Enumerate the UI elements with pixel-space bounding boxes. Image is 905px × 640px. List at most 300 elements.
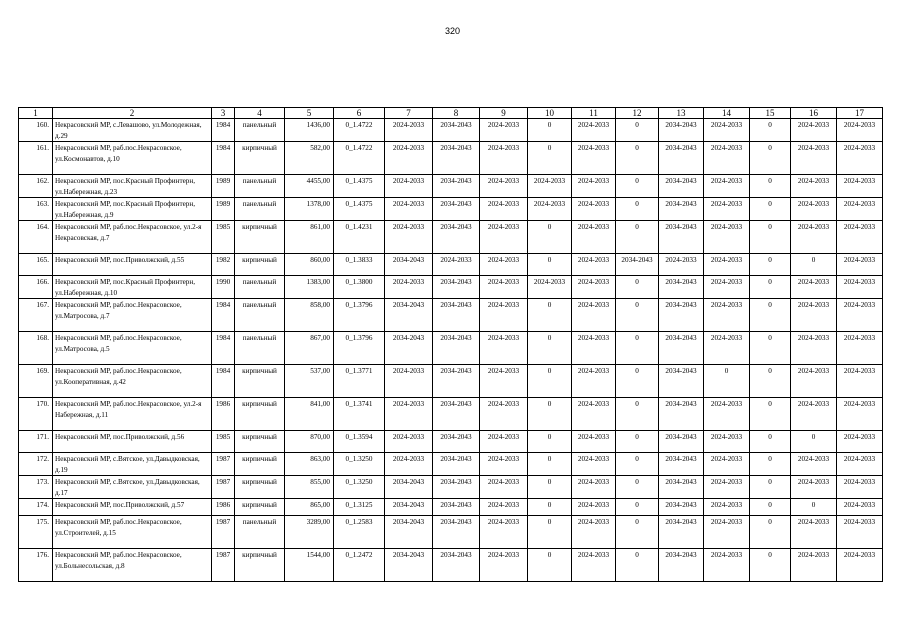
table-cell: 2024-2033 <box>385 119 433 142</box>
table-cell: 2034-2043 <box>385 499 433 516</box>
table-row <box>19 119 883 142</box>
table-cell: 2024-2033 <box>385 398 433 431</box>
row-number: 174. <box>19 499 53 516</box>
table-cell: 2024-2033 <box>791 476 837 499</box>
table-cell: 2034-2043 <box>385 332 433 365</box>
table-cell: 0 <box>616 499 659 516</box>
table-cell: 2034-2043 <box>433 276 480 299</box>
table-cell: кирпичный <box>235 549 285 582</box>
table-cell: 0 <box>528 476 572 499</box>
table-cell: 2024-2033 <box>385 198 433 221</box>
table-cell: 2024-2033 <box>480 431 528 453</box>
table-cell: 2024-2033 <box>704 276 750 299</box>
table-cell: 0 <box>750 276 791 299</box>
table-cell: 2034-2043 <box>433 175 480 198</box>
column-header: 8 <box>433 108 480 119</box>
table-cell: кирпичный <box>235 476 285 499</box>
column-header: 16 <box>791 108 837 119</box>
table-cell: кирпичный <box>235 453 285 476</box>
table-cell: 2034-2043 <box>659 299 704 332</box>
table-cell: 855,00 <box>285 476 334 499</box>
row-number: 169. <box>19 365 53 398</box>
table-cell: 2024-2033 <box>791 365 837 398</box>
table-cell: 2024-2033 <box>572 365 616 398</box>
table-cell: 2034-2043 <box>659 198 704 221</box>
table-cell: 0 <box>616 431 659 453</box>
table-cell: панельный <box>235 332 285 365</box>
address-cell: Некрасовский МР, раб.пос.Некрасовское, ул.Космонавтов, д.10 <box>53 142 212 175</box>
address-cell: Некрасовский МР, с.Левашово, ул.Молодежная, д.29 <box>53 119 212 142</box>
table-cell: 2034-2043 <box>433 198 480 221</box>
table-row <box>19 299 883 332</box>
table-cell: 2024-2033 <box>837 431 883 453</box>
column-header: 6 <box>334 108 385 119</box>
table-cell: 2034-2043 <box>433 365 480 398</box>
table-cell: панельный <box>235 276 285 299</box>
table-cell: 2034-2043 <box>433 499 480 516</box>
table-cell: 2024-2033 <box>837 549 883 582</box>
table-cell: панельный <box>235 516 285 549</box>
table-cell: панельный <box>235 299 285 332</box>
table-cell: панельный <box>235 175 285 198</box>
table-cell: 2034-2043 <box>659 398 704 431</box>
table-cell: 1989 <box>212 175 235 198</box>
table-cell: 2034-2043 <box>659 549 704 582</box>
table-cell: 2024-2033 <box>704 431 750 453</box>
table-cell: 2024-2033 <box>572 119 616 142</box>
table-cell: 0 <box>616 476 659 499</box>
table-cell: 1990 <box>212 276 235 299</box>
column-header: 5 <box>285 108 334 119</box>
table-cell: 0 <box>750 516 791 549</box>
table-cell: 0 <box>528 499 572 516</box>
table-cell: 2024-2033 <box>480 398 528 431</box>
table-cell: 0 <box>750 431 791 453</box>
table-cell: 0 <box>616 276 659 299</box>
table-cell: 2034-2043 <box>659 499 704 516</box>
table-cell: 2034-2043 <box>659 431 704 453</box>
table-cell: 2024-2033 <box>385 221 433 254</box>
table-cell: 2024-2033 <box>791 549 837 582</box>
table-cell: 2024-2033 <box>385 431 433 453</box>
table-cell: 2034-2043 <box>659 119 704 142</box>
column-header: 3 <box>212 108 235 119</box>
table-cell: 2034-2043 <box>433 332 480 365</box>
table-cell: 2034-2043 <box>659 276 704 299</box>
table-cell: 0 <box>750 254 791 276</box>
table-cell: 2034-2043 <box>385 516 433 549</box>
table-cell: 2024-2033 <box>480 175 528 198</box>
table-row <box>19 254 883 276</box>
table-cell: 2024-2033 <box>572 254 616 276</box>
table-cell: 2024-2033 <box>572 198 616 221</box>
table-cell: 1987 <box>212 453 235 476</box>
table-cell: 2024-2033 <box>704 299 750 332</box>
table-cell: 867,00 <box>285 332 334 365</box>
table-cell: 1984 <box>212 119 235 142</box>
table-cell: 2024-2033 <box>837 299 883 332</box>
table-cell: 0 <box>616 198 659 221</box>
table-cell: 4455,00 <box>285 175 334 198</box>
table-cell: 2034-2043 <box>659 476 704 499</box>
table-row <box>19 516 883 549</box>
column-header: 7 <box>385 108 433 119</box>
table-cell: 2024-2033 <box>572 221 616 254</box>
table-row <box>19 276 883 299</box>
table-cell: 2024-2033 <box>704 221 750 254</box>
header-row <box>19 108 883 119</box>
table-cell: 2024-2033 <box>704 142 750 175</box>
table-cell: 2024-2033 <box>385 175 433 198</box>
table-cell: 0 <box>616 119 659 142</box>
table-cell: 1383,00 <box>285 276 334 299</box>
table-cell: 1987 <box>212 516 235 549</box>
table-cell: 2024-2033 <box>837 365 883 398</box>
table-cell: 2024-2033 <box>837 476 883 499</box>
table-cell: 0 <box>528 332 572 365</box>
table-cell: 2024-2033 <box>704 549 750 582</box>
table-cell: 0_1.4722 <box>334 142 385 175</box>
table-cell: 0 <box>616 221 659 254</box>
address-cell: Некрасовский МР, пос.Приволжский, д.57 <box>53 499 212 516</box>
table-cell: 2024-2033 <box>704 476 750 499</box>
table-cell: 2024-2033 <box>480 198 528 221</box>
table-cell: кирпичный <box>235 398 285 431</box>
table-cell: 2034-2043 <box>385 549 433 582</box>
table-cell: 2034-2043 <box>659 365 704 398</box>
table-cell: 2024-2033 <box>572 431 616 453</box>
table-cell: 2024-2033 <box>791 516 837 549</box>
table-cell: 2034-2043 <box>385 254 433 276</box>
column-header: 9 <box>480 108 528 119</box>
table-cell: 2034-2043 <box>659 175 704 198</box>
table-cell: 0 <box>616 142 659 175</box>
table-cell: 0 <box>528 254 572 276</box>
table-cell: 2024-2033 <box>837 119 883 142</box>
table-row <box>19 499 883 516</box>
table-cell: 0 <box>528 516 572 549</box>
table-row <box>19 453 883 476</box>
table-cell: 2024-2033 <box>837 332 883 365</box>
table-cell: 2024-2033 <box>480 332 528 365</box>
table-cell: 2024-2033 <box>572 299 616 332</box>
table-cell: 2024-2033 <box>385 276 433 299</box>
table-cell: панельный <box>235 198 285 221</box>
table-cell: 2024-2033 <box>480 119 528 142</box>
table-cell: 2024-2033 <box>704 398 750 431</box>
address-cell: Некрасовский МР, пос.Красный Профинтерн, ул.Набережная, д.23 <box>53 175 212 198</box>
table-cell: 0 <box>528 549 572 582</box>
table-cell: 2034-2043 <box>433 119 480 142</box>
address-cell: Некрасовский МР, раб.пос.Некрасовское, ул.Кооперативная, д.42 <box>53 365 212 398</box>
table-cell: 1984 <box>212 299 235 332</box>
table-cell: 0 <box>750 398 791 431</box>
table-cell: кирпичный <box>235 221 285 254</box>
table-cell: 2024-2033 <box>837 453 883 476</box>
table-row <box>19 221 883 254</box>
table-cell: 2024-2033 <box>659 254 704 276</box>
table-cell: 0 <box>704 365 750 398</box>
table-cell: 2024-2033 <box>385 142 433 175</box>
table-cell: 1986 <box>212 499 235 516</box>
table-cell: кирпичный <box>235 431 285 453</box>
table-cell: 0_1.3833 <box>334 254 385 276</box>
table-cell: 2024-2033 <box>704 254 750 276</box>
table-cell: 0 <box>616 332 659 365</box>
row-number: 166. <box>19 276 53 299</box>
table-cell: 0 <box>750 499 791 516</box>
column-header: 2 <box>53 108 212 119</box>
table-cell: 0 <box>528 453 572 476</box>
table-cell: 0_1.3250 <box>334 476 385 499</box>
table-cell: 0 <box>528 398 572 431</box>
table-row <box>19 175 883 198</box>
table-cell: 0_1.3771 <box>334 365 385 398</box>
table-cell: 0_1.3796 <box>334 332 385 365</box>
table-cell: 0 <box>750 549 791 582</box>
column-header: 10 <box>528 108 572 119</box>
table-cell: 0 <box>616 365 659 398</box>
table-cell: 2024-2033 <box>572 499 616 516</box>
table-cell: 0 <box>750 332 791 365</box>
row-number: 167. <box>19 299 53 332</box>
table-cell: 2024-2033 <box>480 549 528 582</box>
table-cell: 2024-2033 <box>572 175 616 198</box>
table-cell: 2034-2043 <box>433 142 480 175</box>
row-number: 175. <box>19 516 53 549</box>
table-cell: 865,00 <box>285 499 334 516</box>
table-cell: 0 <box>616 549 659 582</box>
table-row <box>19 142 883 175</box>
table-cell: 0 <box>616 299 659 332</box>
row-number: 161. <box>19 142 53 175</box>
table-cell: 2024-2033 <box>572 142 616 175</box>
table-cell: 2024-2033 <box>480 516 528 549</box>
table-cell: 2034-2043 <box>433 398 480 431</box>
table-cell: 0 <box>616 516 659 549</box>
table-cell: 1378,00 <box>285 198 334 221</box>
column-header: 17 <box>837 108 883 119</box>
table-cell: 1987 <box>212 476 235 499</box>
table-cell: 0 <box>616 453 659 476</box>
table-cell: 0 <box>750 198 791 221</box>
table-cell: 2024-2033 <box>480 365 528 398</box>
table-cell: 2024-2033 <box>791 276 837 299</box>
table-cell: 2024-2033 <box>791 398 837 431</box>
table-cell: 0 <box>528 365 572 398</box>
table-cell: 0_1.3594 <box>334 431 385 453</box>
table-cell: 2034-2043 <box>385 299 433 332</box>
table-cell: 2024-2033 <box>572 453 616 476</box>
row-number: 173. <box>19 476 53 499</box>
address-cell: Некрасовский МР, раб.пос.Некрасовское, ул.Матросова, д.5 <box>53 332 212 365</box>
table-cell: 1984 <box>212 365 235 398</box>
table-row <box>19 365 883 398</box>
column-header: 12 <box>616 108 659 119</box>
table-cell: 2024-2033 <box>480 142 528 175</box>
table-cell: 858,00 <box>285 299 334 332</box>
table-cell: 0 <box>528 221 572 254</box>
table-cell: 0 <box>750 221 791 254</box>
table-cell: 2024-2033 <box>837 198 883 221</box>
row-number: 165. <box>19 254 53 276</box>
table-cell: 2034-2043 <box>659 453 704 476</box>
page-number: 320 <box>444 26 461 36</box>
address-cell: Некрасовский МР, пос.Красный Профинтерн, ул.Набережная, д.10 <box>53 276 212 299</box>
column-header: 14 <box>704 108 750 119</box>
table-cell: 2024-2033 <box>837 398 883 431</box>
table-cell: 1985 <box>212 431 235 453</box>
table-cell: 2034-2043 <box>433 299 480 332</box>
table-cell: 2024-2033 <box>385 365 433 398</box>
table-row <box>19 332 883 365</box>
table-cell: 2034-2043 <box>433 549 480 582</box>
table-cell: 841,00 <box>285 398 334 431</box>
table-cell: 2024-2033 <box>480 221 528 254</box>
table-cell: 2024-2033 <box>837 254 883 276</box>
table-cell: 0_1.4375 <box>334 198 385 221</box>
table-cell: 2024-2033 <box>704 453 750 476</box>
column-header: 15 <box>750 108 791 119</box>
table-cell: 0 <box>750 365 791 398</box>
table-cell: 1984 <box>212 332 235 365</box>
column-header: 11 <box>572 108 616 119</box>
table-cell: 0 <box>791 499 837 516</box>
table-row <box>19 476 883 499</box>
table-cell: 0 <box>750 299 791 332</box>
table-cell: 2024-2033 <box>837 516 883 549</box>
table-cell: 2024-2033 <box>572 398 616 431</box>
table-cell: 3289,00 <box>285 516 334 549</box>
table-cell: 0 <box>750 175 791 198</box>
address-cell: Некрасовский МР, раб.пос.Некрасовское, ул.Строителей, д.15 <box>53 516 212 549</box>
table-cell: 0_1.3125 <box>334 499 385 516</box>
table-cell: 0_1.4231 <box>334 221 385 254</box>
table-cell: 0 <box>791 431 837 453</box>
table-cell: 2024-2033 <box>572 549 616 582</box>
table-cell: 2024-2033 <box>837 499 883 516</box>
table-cell: 0_1.2472 <box>334 549 385 582</box>
table-cell: 0_1.3741 <box>334 398 385 431</box>
table-cell: 2024-2033 <box>572 276 616 299</box>
table-cell: 2024-2033 <box>791 332 837 365</box>
table-cell: 0 <box>528 142 572 175</box>
row-number: 163. <box>19 198 53 221</box>
table-cell: 0_1.3796 <box>334 299 385 332</box>
table-cell: 2034-2043 <box>659 221 704 254</box>
table-cell: 2034-2043 <box>433 476 480 499</box>
address-cell: Некрасовский МР, с.Вятское, ул.Давыдковская, д.19 <box>53 453 212 476</box>
table-cell: 2024-2033 <box>837 175 883 198</box>
table-cell: 1984 <box>212 142 235 175</box>
table-cell: 1986 <box>212 398 235 431</box>
table-cell: 860,00 <box>285 254 334 276</box>
row-number: 162. <box>19 175 53 198</box>
table-cell: 863,00 <box>285 453 334 476</box>
address-cell: Некрасовский МР, пос.Приволжский, д.56 <box>53 431 212 453</box>
table-cell: 0_1.4375 <box>334 175 385 198</box>
table-body <box>19 108 883 582</box>
table-cell: 2024-2033 <box>480 453 528 476</box>
table-cell: 2024-2033 <box>704 516 750 549</box>
address-cell: Некрасовский МР, раб.пос.Некрасовское, ул.Матросова, д.7 <box>53 299 212 332</box>
table-cell: 2024-2033 <box>791 221 837 254</box>
table-cell: 2034-2043 <box>659 516 704 549</box>
table-cell: 2024-2033 <box>704 499 750 516</box>
column-header: 13 <box>659 108 704 119</box>
table-cell: 2024-2033 <box>704 119 750 142</box>
table-cell: панельный <box>235 119 285 142</box>
table-row <box>19 198 883 221</box>
table-cell: 2024-2033 <box>480 499 528 516</box>
schedule-table <box>18 107 883 582</box>
table-cell: 2024-2033 <box>480 299 528 332</box>
table-cell: 0 <box>750 142 791 175</box>
table-cell: 2034-2043 <box>659 332 704 365</box>
table-cell: 2024-2033 <box>791 175 837 198</box>
row-number: 171. <box>19 431 53 453</box>
table-cell: 0 <box>528 299 572 332</box>
row-number: 176. <box>19 549 53 582</box>
table-cell: 2024-2033 <box>528 276 572 299</box>
row-number: 164. <box>19 221 53 254</box>
table-cell: 2024-2033 <box>837 142 883 175</box>
table-cell: 2034-2043 <box>616 254 659 276</box>
table-cell: 870,00 <box>285 431 334 453</box>
table-cell: 2024-2033 <box>704 175 750 198</box>
table-cell: 2034-2043 <box>433 221 480 254</box>
table-cell: 861,00 <box>285 221 334 254</box>
table-cell: 0 <box>616 175 659 198</box>
table-cell: 0 <box>616 398 659 431</box>
address-cell: Некрасовский МР, с.Вятское, ул.Давыдковская, д.17 <box>53 476 212 499</box>
table-cell: 582,00 <box>285 142 334 175</box>
table-cell: 0_1.3250 <box>334 453 385 476</box>
table-cell: 2024-2033 <box>837 276 883 299</box>
table-cell: 1544,00 <box>285 549 334 582</box>
table-cell: 2024-2033 <box>433 254 480 276</box>
column-header: 1 <box>19 108 53 119</box>
table-cell: 2024-2033 <box>480 476 528 499</box>
address-cell: Некрасовский МР, пос.Красный Профинтерн, ул.Набережная, д.9 <box>53 198 212 221</box>
table-cell: кирпичный <box>235 142 285 175</box>
table-cell: 2024-2033 <box>704 332 750 365</box>
table-cell: 2024-2033 <box>385 453 433 476</box>
table-cell: 2034-2043 <box>433 453 480 476</box>
table-cell: 1989 <box>212 198 235 221</box>
table-cell: 0 <box>750 476 791 499</box>
table-cell: 0 <box>791 254 837 276</box>
table-cell: 2034-2043 <box>433 431 480 453</box>
table-cell: 2034-2043 <box>433 516 480 549</box>
table-cell: 2024-2033 <box>791 453 837 476</box>
table-cell: 0 <box>528 431 572 453</box>
table-row <box>19 431 883 453</box>
table-cell: 0 <box>528 119 572 142</box>
row-number: 170. <box>19 398 53 431</box>
table-cell: 2024-2033 <box>704 198 750 221</box>
table-cell: 0_1.2583 <box>334 516 385 549</box>
table-cell: 0 <box>750 453 791 476</box>
table-cell: 1987 <box>212 549 235 582</box>
table-cell: 2034-2043 <box>385 476 433 499</box>
table-cell: 0_1.3800 <box>334 276 385 299</box>
table-cell: кирпичный <box>235 499 285 516</box>
table-cell: 2024-2033 <box>572 476 616 499</box>
table-cell: 537,00 <box>285 365 334 398</box>
table-row <box>19 549 883 582</box>
table-cell: 2024-2033 <box>480 276 528 299</box>
